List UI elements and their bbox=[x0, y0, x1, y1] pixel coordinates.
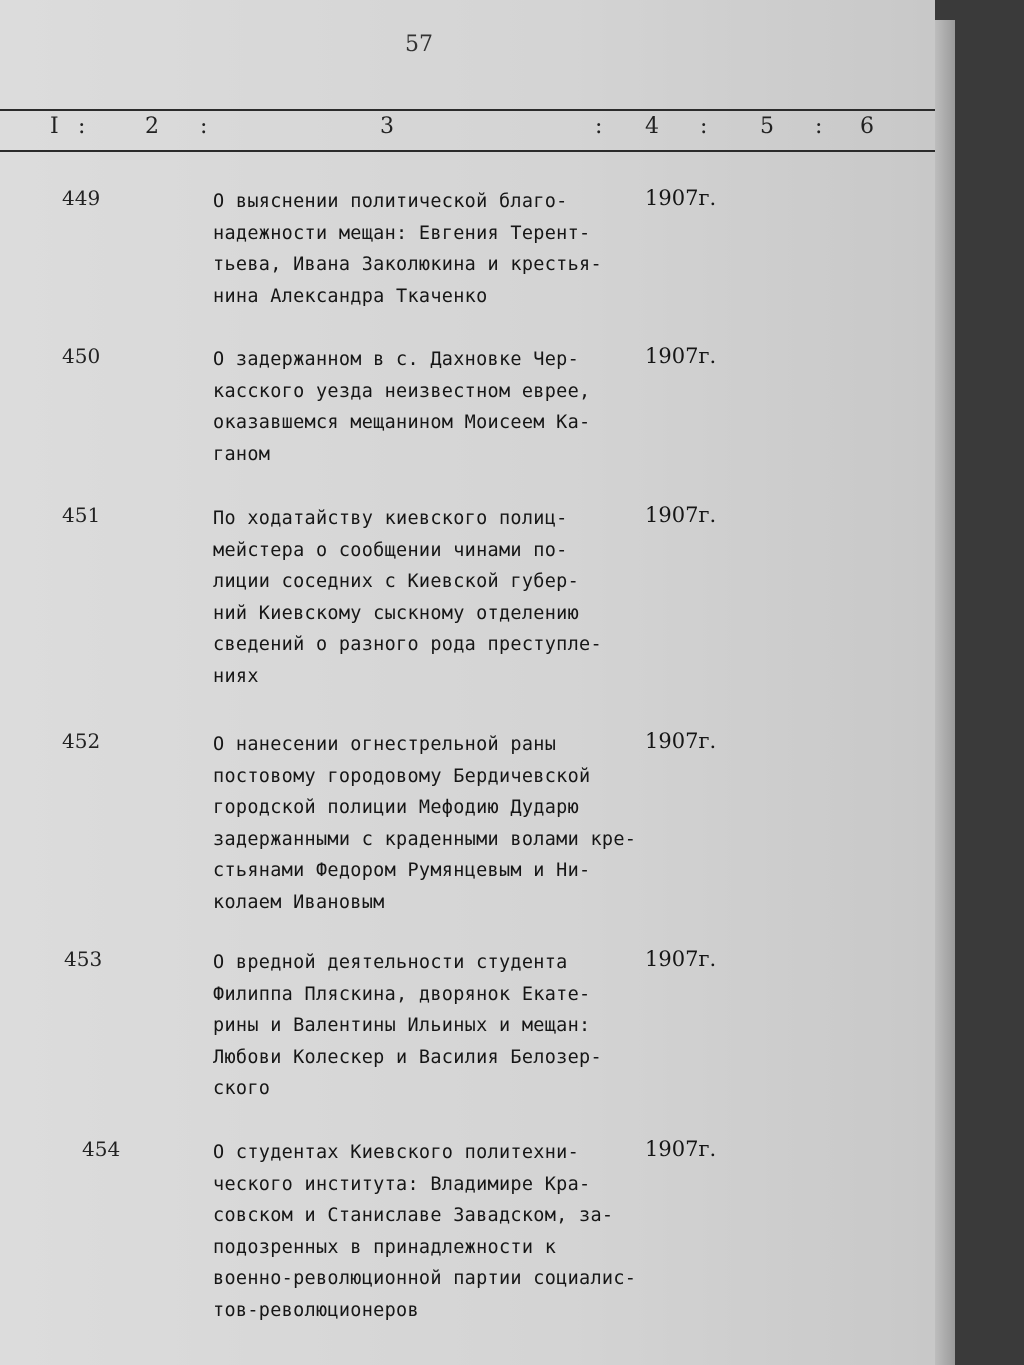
column-header-4: 4 bbox=[645, 114, 659, 139]
entry-year: 1907г. bbox=[645, 947, 717, 971]
column-separator: : bbox=[200, 114, 208, 139]
entry-number: 451 bbox=[62, 503, 101, 527]
entry-year: 1907г. bbox=[645, 344, 717, 368]
entry-title: По ходатайству киевского полиц- мейстера о сообщении чинами по- лиции соседних с Киевской губер- ний Киевскому сыскному отделению сведений о разного рода преступле- ниях bbox=[213, 508, 602, 687]
entry-number: 454 bbox=[82, 1137, 121, 1161]
entry-year: 1907г. bbox=[645, 729, 717, 753]
header-bottom-rule bbox=[0, 150, 935, 152]
column-separator: : bbox=[815, 114, 823, 139]
header-top-rule bbox=[0, 109, 935, 111]
entry-title: О студентах Киевского политехни- ческого института: Владимире Кра- совском и Станиславе Завадском, за- подозренных в принадлежности к военно-революционной партии социалис- тов-революционеров bbox=[213, 1142, 637, 1321]
entry-number: 450 bbox=[62, 344, 101, 368]
entry-year: 1907г. bbox=[645, 1137, 717, 1161]
entry-year: 1907г. bbox=[645, 503, 717, 527]
page-edge bbox=[935, 20, 955, 1365]
column-separator: : bbox=[700, 114, 708, 139]
entry-title: О задержанном в с. Дахновке Чер- касского уезда неизвестном еврее, оказавшемся мещанином Моисеем Ка- ганом bbox=[213, 349, 591, 465]
column-header-1: I bbox=[50, 114, 59, 139]
column-header-6: 6 bbox=[860, 114, 874, 139]
entry-number: 452 bbox=[62, 729, 101, 753]
entry-title: О вредной деятельности студента Филиппа Пляскина, дворянок Екате- рины и Валентины Ильиных и мещан: Любови Колескер и Василия Белозер- ского bbox=[213, 952, 602, 1099]
column-header-2: 2 bbox=[145, 114, 159, 139]
column-header-3: 3 bbox=[380, 114, 394, 139]
page-number: 57 bbox=[405, 32, 433, 57]
entry-number: 453 bbox=[64, 947, 103, 971]
entry-title: О нанесении огнестрельной раны постовому городовому Бердичевской городской полиции Мефодию Дударю задержанными с краденными волами кре- стьянами Федором Румянцевым и Ни- колаем Ивановым bbox=[213, 734, 637, 913]
entry-title: О выяснении политической благо- надежности мещан: Евгения Терент- тьева, Ивана Заколюкина и крестья- нина Александра Ткаченко bbox=[213, 191, 602, 307]
column-separator: : bbox=[78, 114, 86, 139]
entry-year: 1907г. bbox=[645, 186, 717, 210]
column-header-5: 5 bbox=[760, 114, 774, 139]
column-separator: : bbox=[595, 114, 603, 139]
entry-number: 449 bbox=[62, 186, 101, 210]
